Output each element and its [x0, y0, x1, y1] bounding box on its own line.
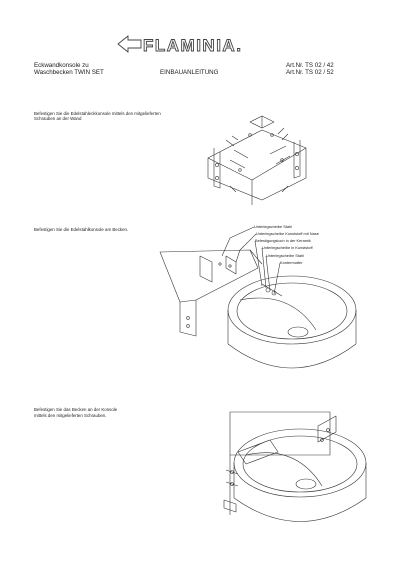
header-title-line2: Waschbecken TWIN SET [34, 69, 104, 76]
step-1-line1: Befestigen Sie die Edelstahleckkonsole mittels den mitgelieferten [34, 111, 161, 116]
drawing-3-mounted-basin [224, 412, 366, 522]
step-3-line2: mittels den mitgelieferten Schrauben. [34, 413, 107, 418]
article-number-1: Art.Nr. TS 02 / 42 [286, 62, 334, 69]
article-number-2: Art.Nr. TS 02 / 52 [286, 69, 334, 76]
callout-steel-washer-1: Unterlegscheibe Stahl [254, 224, 293, 229]
header-title-line1: Eckwandkonsole zu [34, 62, 89, 69]
header-instructions: EINBAUANLEITUNG [160, 69, 219, 76]
callout-plastic-washer-nose: Unterlegscheibe Kunststoff mit Nase [256, 231, 319, 236]
callout-ceramic-hole: Befestigungsloch in der Keramik [255, 238, 311, 243]
step-3-line1: Befestigen Sie das Becken an der Konsole [34, 407, 118, 412]
brand-logo: FLAMINIA. [143, 36, 243, 55]
step-1-line2: Schrauben an der Wand [34, 116, 82, 121]
callout-lock-nut: Kontermutter [280, 260, 303, 265]
callout-steel-washer-2: Unterlegscheibe Stahl [266, 253, 305, 258]
step-2-line1: Befestigen Sie die Edelstahlkonsole am Becken. [34, 227, 129, 232]
callout-plastic-washer: Unterlegscheibe in Kunststoff [262, 245, 313, 250]
drawing-1-corner-bracket [208, 116, 306, 205]
